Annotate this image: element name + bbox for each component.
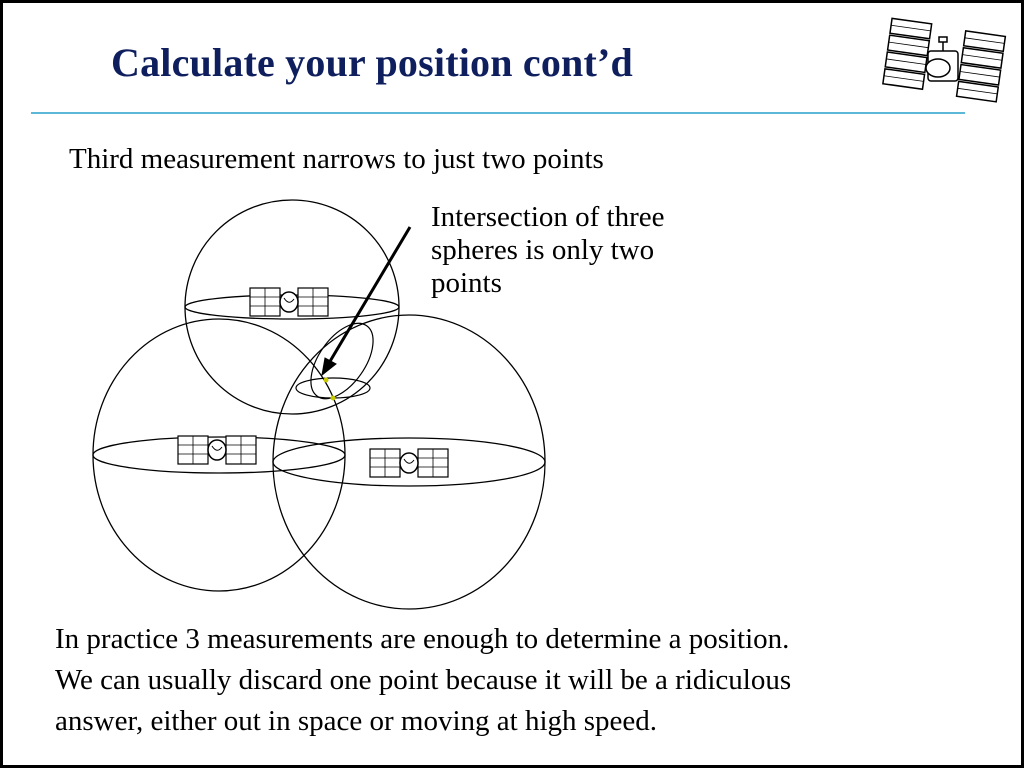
callout-line: points (431, 267, 502, 299)
intersection-callout (431, 201, 731, 300)
body-paragraph (55, 619, 955, 742)
body-line: answer, either out in space or moving at high speed. (55, 705, 658, 737)
body-line: We can usually discard one point because it will be a ridiculous (55, 664, 792, 696)
callout-line: spheres is only two (431, 234, 655, 266)
satellite-icon (250, 288, 328, 316)
body-line: In practice 3 measurements are enough to determine a position. (55, 623, 790, 655)
satellite-icon (370, 449, 448, 477)
intersection-point (331, 396, 336, 401)
intersection-point (324, 378, 329, 383)
arrow-icon (322, 227, 410, 375)
callout-line: Intersection of three (431, 201, 665, 233)
slide-subtitle: Third measurement narrows to just two points (69, 143, 604, 175)
satellite-icon (178, 436, 256, 464)
slide-title: Calculate your position cont’d (111, 40, 633, 85)
